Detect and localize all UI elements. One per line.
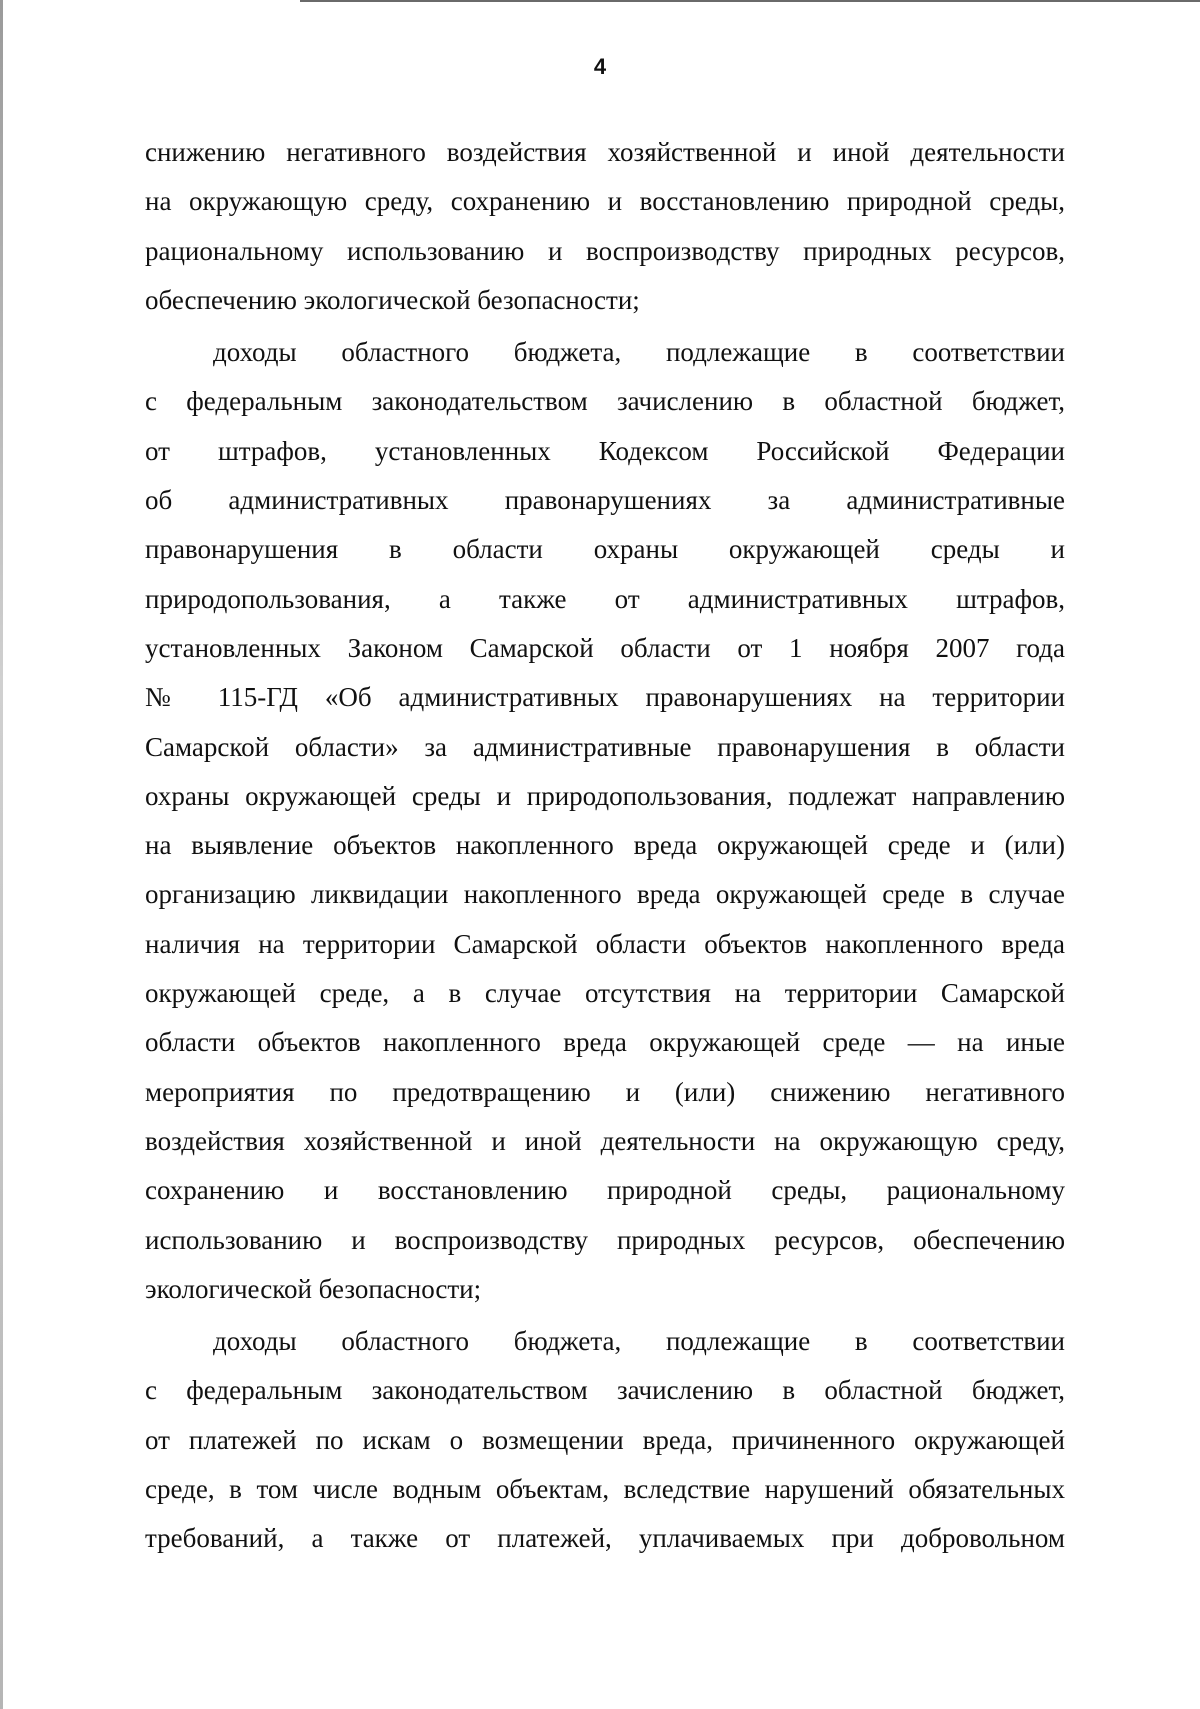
text-line: на окружающую среду, сохранению и восстановлению природной среды, bbox=[145, 186, 1065, 217]
text-line: доходы областного бюджета, подлежащие в соответствии bbox=[213, 1326, 1065, 1357]
text-line: мероприятия по предотвращению и (или) снижению негативного bbox=[145, 1076, 1065, 1107]
text-line: наличия на территории Самарской области объектов накопленного вреда bbox=[145, 928, 1065, 959]
text-line: установленных Законом Самарской области от 1 ноября 2007 года bbox=[145, 632, 1065, 663]
text-line: области объектов накопленного вреда окружающей среде — на иные bbox=[145, 1027, 1065, 1058]
paragraph bbox=[145, 328, 1065, 1314]
text-line: требований, а также от платежей, уплачиваемых при добровольном bbox=[145, 1523, 1065, 1554]
text-line: об административных правонарушениях за административные bbox=[145, 485, 1065, 516]
text-line: Самарской области» за административные правонарушения в области bbox=[145, 731, 1065, 762]
text-line: среде, в том числе водным объектам, вследствие нарушений обязательных bbox=[145, 1474, 1065, 1505]
text-line: окружающей среде, а в случае отсутствия на территории Самарской bbox=[145, 978, 1065, 1009]
text-line: правонарушения в области охраны окружающей среды и bbox=[145, 534, 1065, 565]
text-line: обеспечению экологической безопасности; bbox=[145, 284, 640, 315]
text-line: охраны окружающей среды и природопользования, подлежат направлению bbox=[145, 780, 1065, 811]
page-number: 4 bbox=[593, 54, 607, 79]
text-line: на выявление объектов накопленного вреда окружающей среде и (или) bbox=[145, 830, 1065, 861]
document-body bbox=[145, 128, 1065, 1564]
text-line: доходы областного бюджета, подлежащие в соответствии bbox=[213, 337, 1065, 368]
text-line: рациональному использованию и воспроизводству природных ресурсов, bbox=[145, 235, 1065, 266]
paragraph bbox=[145, 128, 1065, 325]
text-line: № 115-ГД «Об административных правонарушениях на территории bbox=[145, 682, 1065, 713]
text-line: с федеральным законодательством зачислению в областной бюджет, bbox=[145, 1375, 1065, 1406]
text-line: снижению негативного воздействия хозяйственной и иной деятельности bbox=[145, 137, 1065, 167]
scan-left-edge bbox=[0, 0, 3, 1709]
text-line: от платежей по искам о возмещении вреда, причиненного окружающей bbox=[145, 1424, 1065, 1455]
text-line: экологической безопасности; bbox=[145, 1273, 482, 1304]
text-line: организацию ликвидации накопленного вреда окружающей среде в случае bbox=[145, 879, 1065, 910]
text-line: от штрафов, установленных Кодексом Российской Федерации bbox=[145, 435, 1065, 466]
paragraph bbox=[145, 1317, 1065, 1563]
text-line: использованию и воспроизводству природных ресурсов, обеспечению bbox=[145, 1224, 1065, 1255]
text-line: сохранению и восстановлению природной среды, рациональному bbox=[145, 1175, 1065, 1206]
text-line: природопользования, а также от административных штрафов, bbox=[145, 583, 1065, 614]
scan-top-rule bbox=[300, 0, 1200, 2]
text-line: с федеральным законодательством зачислению в областной бюджет, bbox=[145, 386, 1065, 417]
text-line: воздействия хозяйственной и иной деятельности на окружающую среду, bbox=[145, 1125, 1065, 1156]
